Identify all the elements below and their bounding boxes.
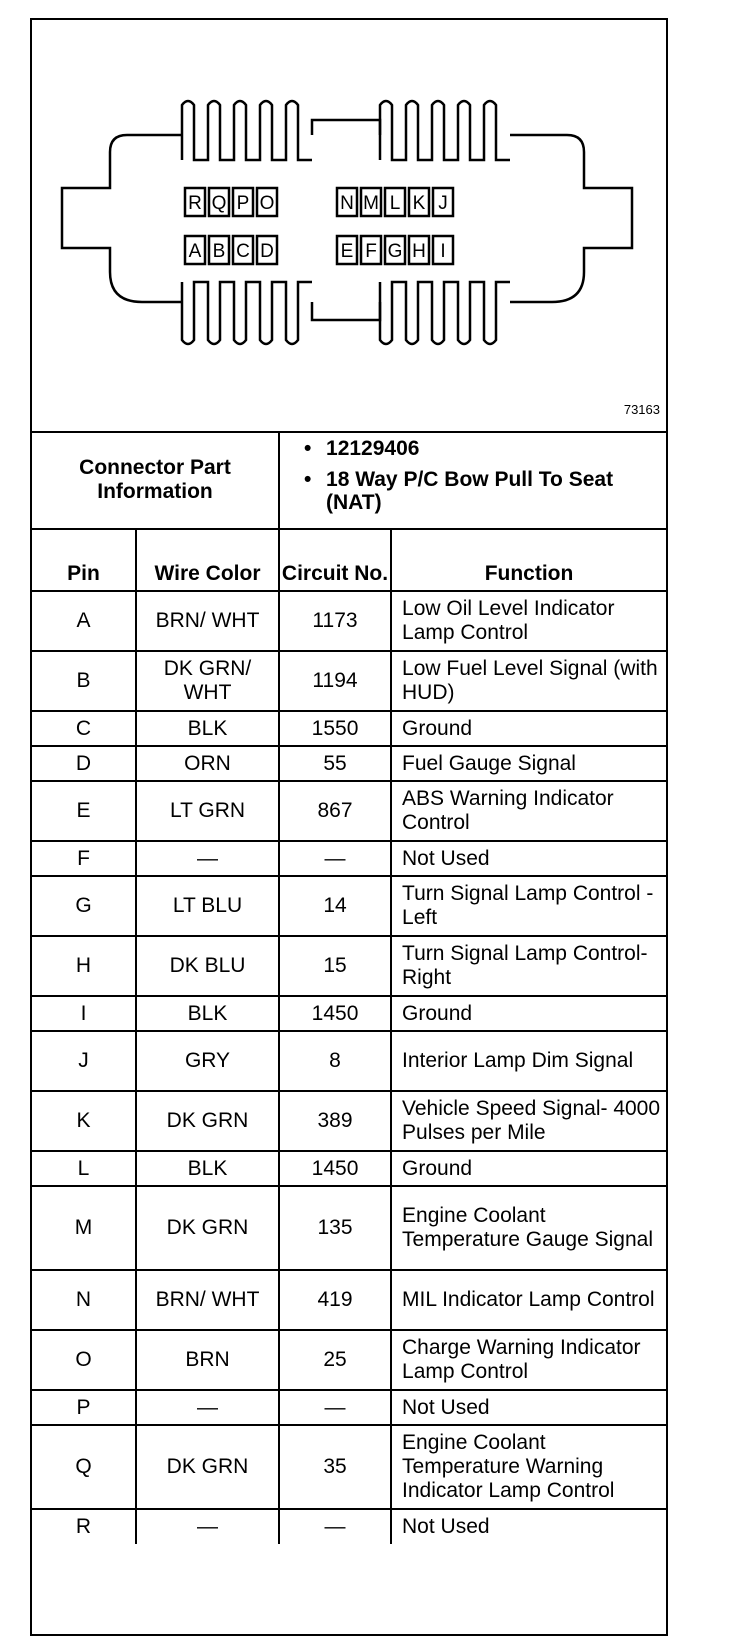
connector-diagram — [32, 20, 666, 433]
pin-label: L — [389, 193, 401, 214]
header-wire-color: Wire Color — [136, 529, 279, 591]
function-cell: Low Fuel Level Signal (with HUD) — [391, 651, 666, 711]
function-cell: Low Oil Level Indicator Lamp Control — [391, 591, 666, 651]
pin-cell: M — [32, 1186, 136, 1270]
table-row — [32, 1390, 666, 1425]
circuit-cell: 35 — [279, 1425, 391, 1509]
pin-cell: O — [32, 1330, 136, 1390]
table-row — [32, 1151, 666, 1186]
wire-color-cell: BLK — [136, 711, 279, 746]
table-row — [32, 591, 666, 651]
wire-color-cell: BRN/ WHT — [136, 1270, 279, 1330]
pin-cell: Q — [32, 1425, 136, 1509]
connector-part-number: • 12129406 — [304, 437, 420, 460]
pin-cell: J — [32, 1031, 136, 1091]
circuit-cell: 1194 — [279, 651, 391, 711]
pin-cell: L — [32, 1151, 136, 1186]
pin-cell: E — [32, 781, 136, 841]
pin-label: J — [438, 193, 448, 214]
header-function: Function — [391, 529, 666, 591]
connector-info-row — [32, 431, 666, 529]
pin-label: P — [236, 193, 250, 214]
function-cell: Interior Lamp Dim Signal — [391, 1031, 666, 1091]
pin-cell: D — [32, 746, 136, 781]
wire-color-cell: BLK — [136, 996, 279, 1031]
pin-cell: P — [32, 1390, 136, 1425]
bottom-center-notch — [312, 302, 380, 320]
pin-label: E — [340, 241, 354, 262]
table-row — [32, 711, 666, 746]
wire-color-cell: LT GRN — [136, 781, 279, 841]
pin-label: I — [440, 241, 446, 262]
circuit-cell: 419 — [279, 1270, 391, 1330]
function-cell: Fuel Gauge Signal — [391, 746, 666, 781]
table-header-row — [32, 529, 666, 591]
pin-label: H — [412, 241, 426, 262]
wire-color-cell: DK BLU — [136, 936, 279, 996]
pin-cell: R — [32, 1509, 136, 1544]
table-row — [32, 936, 666, 996]
wire-color-cell: DK GRN/ WHT — [136, 651, 279, 711]
connector-description: • 18 Way P/C Bow Pull To Seat (NAT) — [304, 468, 614, 514]
connector-info-list — [279, 431, 666, 529]
circuit-cell: 55 — [279, 746, 391, 781]
wire-color-cell: — — [136, 841, 279, 876]
top-center-notch — [312, 120, 380, 135]
function-cell: MIL Indicator Lamp Control — [391, 1270, 666, 1330]
table-row — [32, 996, 666, 1031]
pin-label: K — [412, 193, 426, 214]
table-row — [32, 1330, 666, 1390]
table-row — [32, 1186, 666, 1270]
table-row — [32, 1509, 666, 1544]
circuit-cell: — — [279, 1390, 391, 1425]
pin-label: C — [236, 241, 250, 262]
bottom-left-fins — [182, 282, 312, 344]
pin-cell: N — [32, 1270, 136, 1330]
pin-label: D — [260, 241, 274, 262]
pin-label: G — [387, 241, 403, 262]
function-cell: Turn Signal Lamp Control - Left — [391, 876, 666, 936]
wire-color-cell: DK GRN — [136, 1091, 279, 1151]
circuit-cell: 135 — [279, 1186, 391, 1270]
circuit-cell: — — [279, 1509, 391, 1544]
table-row — [32, 746, 666, 781]
table-row — [32, 841, 666, 876]
circuit-cell: 25 — [279, 1330, 391, 1390]
figure-number: 73163 — [623, 402, 660, 417]
top-left-fins — [182, 101, 312, 160]
pin-cell: I — [32, 996, 136, 1031]
header-circuit-no: Circuit No. — [279, 529, 391, 591]
bottom-right-fins — [380, 282, 510, 344]
function-cell: Not Used — [391, 1390, 666, 1425]
function-cell: Turn Signal Lamp Control-Right — [391, 936, 666, 996]
pin-cell: F — [32, 841, 136, 876]
top-right-fins — [380, 101, 510, 160]
table-row — [32, 1425, 666, 1509]
pinout-table — [32, 431, 666, 1544]
circuit-cell: 389 — [279, 1091, 391, 1151]
connector-sheet — [30, 18, 668, 1636]
pin-label: N — [340, 193, 354, 214]
connector-body-outline — [62, 135, 632, 302]
wire-color-cell: BLK — [136, 1151, 279, 1186]
pin-cell: K — [32, 1091, 136, 1151]
connector-face-drawing — [32, 20, 666, 431]
header-pin: Pin — [32, 529, 136, 591]
table-row — [32, 876, 666, 936]
pin-label: O — [259, 193, 275, 214]
function-cell: Ground — [391, 996, 666, 1031]
pin-cell: A — [32, 591, 136, 651]
wire-color-cell: BRN/ WHT — [136, 591, 279, 651]
function-cell: Engine Coolant Temperature Gauge Signal — [391, 1186, 666, 1270]
circuit-cell: 15 — [279, 936, 391, 996]
function-cell: Not Used — [391, 841, 666, 876]
pin-cell: C — [32, 711, 136, 746]
circuit-cell: 1450 — [279, 996, 391, 1031]
table-row — [32, 1270, 666, 1330]
wire-color-cell: — — [136, 1509, 279, 1544]
function-cell: Ground — [391, 1151, 666, 1186]
pin-cell: H — [32, 936, 136, 996]
function-cell: Vehicle Speed Signal- 4000 Pulses per Mile — [391, 1091, 666, 1151]
function-cell: Ground — [391, 711, 666, 746]
wire-color-cell: LT BLU — [136, 876, 279, 936]
wire-color-cell: DK GRN — [136, 1186, 279, 1270]
wire-color-cell: ORN — [136, 746, 279, 781]
pin-label: R — [188, 193, 202, 214]
wire-color-cell: GRY — [136, 1031, 279, 1091]
pin-cell: B — [32, 651, 136, 711]
circuit-cell: 8 — [279, 1031, 391, 1091]
table-row — [32, 1091, 666, 1151]
circuit-cell: 1173 — [279, 591, 391, 651]
connector-info-label: Connector Part Information — [32, 431, 279, 529]
circuit-cell: 1450 — [279, 1151, 391, 1186]
function-cell: ABS Warning Indicator Control — [391, 781, 666, 841]
function-cell: Charge Warning Indicator Lamp Control — [391, 1330, 666, 1390]
wire-color-cell: BRN — [136, 1330, 279, 1390]
circuit-cell: 14 — [279, 876, 391, 936]
function-cell: Not Used — [391, 1509, 666, 1544]
function-cell: Engine Coolant Temperature Warning Indicator Lamp Control — [391, 1425, 666, 1509]
circuit-cell: 867 — [279, 781, 391, 841]
table-row — [32, 1031, 666, 1091]
table-row — [32, 651, 666, 711]
circuit-cell: — — [279, 841, 391, 876]
pin-label: B — [212, 241, 226, 262]
table-row — [32, 781, 666, 841]
pin-label: Q — [211, 193, 227, 214]
wire-color-cell: — — [136, 1390, 279, 1425]
circuit-cell: 1550 — [279, 711, 391, 746]
pin-label: F — [365, 241, 377, 262]
pin-label: M — [363, 193, 379, 214]
wire-color-cell: DK GRN — [136, 1425, 279, 1509]
pin-label: A — [188, 241, 202, 262]
pin-cell: G — [32, 876, 136, 936]
